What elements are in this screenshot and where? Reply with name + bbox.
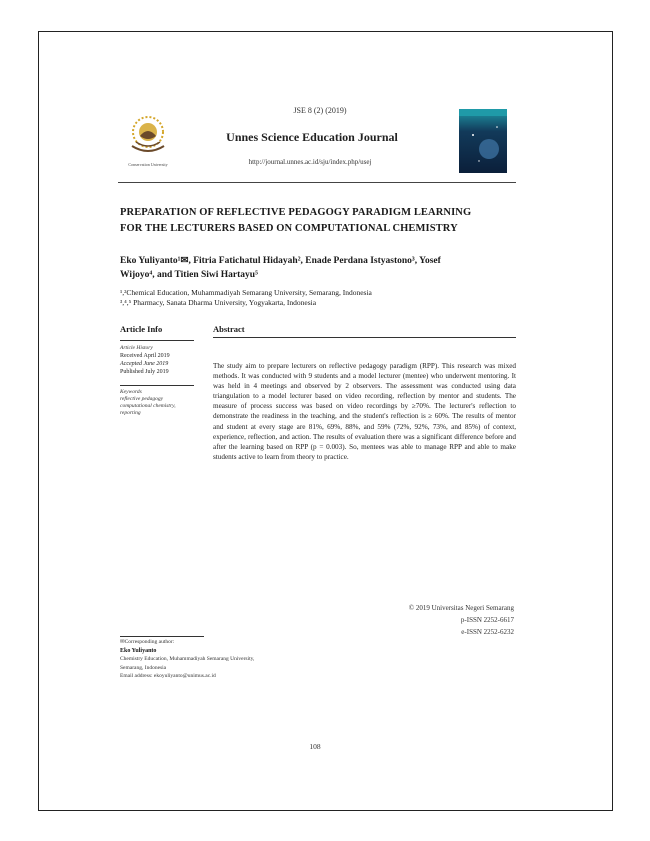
- keyword: computational chemistry,: [120, 403, 176, 409]
- article-info-divider: [120, 340, 194, 341]
- footnote-divider: [120, 636, 204, 637]
- electronic-issn: e-ISSN 2252-6232: [461, 628, 514, 636]
- abstract-heading: Abstract: [213, 324, 245, 334]
- article-title-line: PREPARATION OF REFLECTIVE PEDAGOGY PARADIGM LEARNING: [120, 207, 472, 218]
- keywords-divider: [120, 385, 194, 386]
- keyword: reporting: [120, 410, 141, 416]
- logo-caption: Conservation University: [128, 162, 168, 167]
- affiliation-line: ³,⁴,⁵ Pharmacy, Sanata Dharma University, Yogyakarta, Indonesia: [120, 298, 317, 307]
- journal-title: Unnes Science Education Journal: [226, 130, 398, 144]
- corresponding-email[interactable]: Email address: ekoyuliyanto@unimus.ac.id: [120, 673, 216, 679]
- article-info-heading: Article Info: [120, 324, 163, 334]
- article-title: [120, 205, 520, 237]
- journal-url[interactable]: http://journal.unnes.ac.id/sju/index.php/usej: [248, 158, 372, 166]
- article-history: [120, 345, 200, 376]
- header-divider: [118, 182, 516, 183]
- keywords-label: Keywords: [120, 389, 142, 395]
- print-issn: p-ISSN 2252-6617: [460, 616, 514, 624]
- journal-cover-image: [459, 109, 507, 173]
- corresponding-label: ✉Corresponding author:: [120, 639, 175, 645]
- affiliations: [120, 288, 516, 308]
- copyright-block: [340, 602, 514, 638]
- abstract-divider: [213, 337, 516, 338]
- corresponding-author: [120, 638, 340, 681]
- author-list: [120, 254, 516, 282]
- accepted-date: Accepted June 2019: [120, 361, 169, 367]
- corresponding-name: Eko Yuliyanto: [120, 647, 157, 654]
- university-logo: [124, 112, 172, 160]
- copyright-text: © 2019 Universitas Negeri Semarang: [408, 604, 514, 612]
- abstract-body: The study aim to prepare lecturers on reflective pedagogy paradigm (RPP). This research was mixed methods. It was conducted with 9 students and a model lecturer (mentee) who underwent mentoring. It was held in 4 meetings and observed by 2 observers. The assessment was conducted using data triangulation to a model lecturer based on video recording, reflection by mentor and students. The measure of process success was based on video recordings by ≥70%. The lecturer's reflection to demonstrate the readiness in the teaching, and the student's reflection is ≥ 60%. The results of mentor and student at every stage are 81%, 69%, 88%, and 59% (72%, 92%, 73%, and 85%) of context, experience, reflection, and action. The results of evaluation there was a significant difference before and after the learning based on RPP (p = 0.003). So, mentees was able to manage RPP and able to make students active to learn from theory to practice.: [213, 362, 516, 461]
- keyword: reflective pedagogy: [120, 396, 164, 402]
- corresponding-address: Semarang, Indonesia: [120, 664, 167, 671]
- article-title-line: FOR THE LECTURERS BASED ON COMPUTATIONAL CHEMISTRY: [120, 223, 458, 234]
- journal-volume-line: JSE 8 (2) (2019): [293, 106, 347, 115]
- keywords: [120, 389, 200, 417]
- published-date: Published July 2019: [120, 369, 169, 375]
- authors-line: Wijoyo⁴, and Titien Siwi Hartayu⁵: [120, 270, 258, 280]
- corresponding-address: Chemistry Education, Muhammadiyah Semarang University,: [120, 656, 255, 662]
- history-label: Article History: [120, 345, 153, 351]
- received-date: Received April 2019: [120, 353, 170, 359]
- affiliation-line: ¹,²Chemical Education, Muhammadiyah Semarang University, Semarang, Indonesia: [120, 288, 372, 297]
- authors-line: Eko Yuliyanto¹✉, Fitria Fatichatul Hidayah², Enade Perdana Istyastono³, Yosef: [120, 256, 441, 266]
- page-number: 108: [309, 742, 321, 751]
